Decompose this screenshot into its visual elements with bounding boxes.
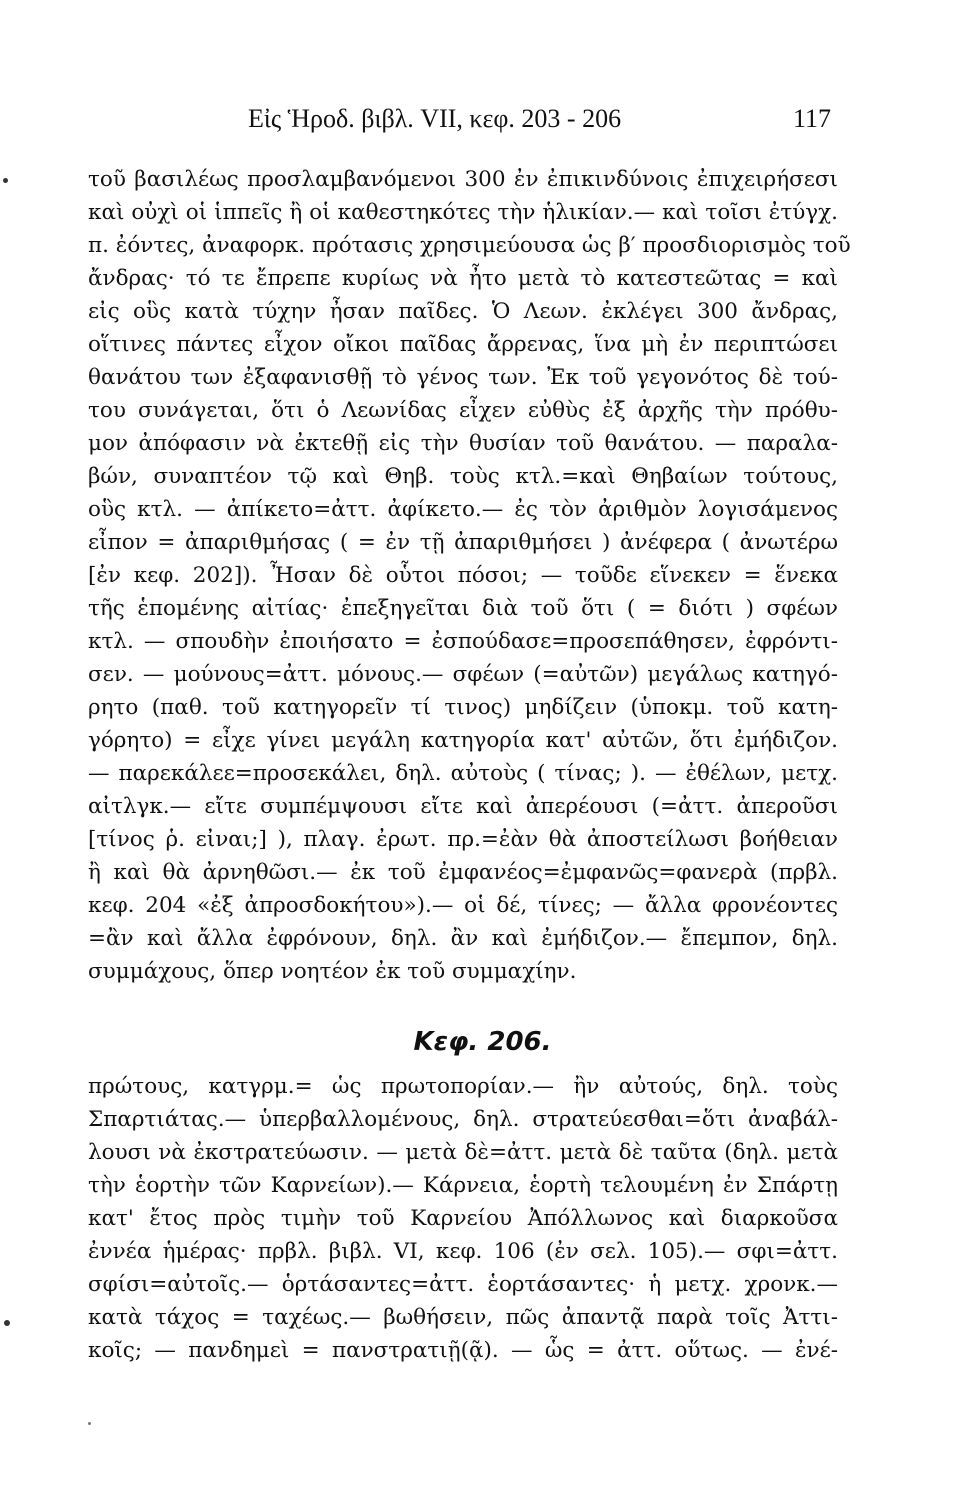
text-line: τῆς ἑπομένης αἰτίας· ἐπεξηγεῖται διὰ τοῦ ὅτι ( = διότι ) σφέων	[88, 596, 838, 621]
text-line: Σπαρτιάτας.— ὑπερβαλλομένους, δηλ. στρατεύεσθαι=ὅτι ἀναβάλ-	[88, 1107, 838, 1132]
ink-speck	[4, 1320, 10, 1326]
text-line: κοῖς; — πανδημεὶ = πανστρατιῇ(ᾷ). — ὧς = ἀττ. οὕτως. — ἐνέ-	[88, 1338, 838, 1363]
text-line: εἰς οὓς κατὰ τύχην ἦσαν παῖδες. Ὁ Λεων. ἐκλέγει 300 ἄνδρας,	[88, 299, 838, 324]
ink-speck	[3, 178, 8, 183]
text-line: γόρητο) = εἶχε γίνει μεγάλη κατηγορία κατ' αὐτῶν, ὅτι ἐμήδιζον.	[88, 728, 838, 753]
text-line: [ἐν κεφ. 202]). Ἦσαν δὲ οὗτοι πόσοι; — τοῦδε εἵνεκεν = ἕνεκα	[88, 563, 838, 588]
text-line: οὓς κτλ. — ἀπίκετο=ἀττ. ἀφίκετο.— ἐς τὸν ἀριθμὸν λογισάμενος	[88, 497, 838, 522]
text-line: [τίνος ῥ. εἰναι;] ), πλαγ. ἐρωτ. πρ.=ἐὰν θὰ ἀποστείλωσι βοήθειαν	[88, 827, 838, 852]
text-line: βών, συναπτέον τῷ καὶ Θηβ. τοὺς κτλ.=καὶ Θηβαίων τούτους,	[88, 464, 838, 489]
text-line: καὶ οὐχὶ οἱ ἱππεῖς ἢ οἱ καθεστηκότες τὴν ἡλικίαν.— καὶ τοῖσι ἐτύγχ.	[88, 200, 838, 225]
text-line: =ἂν καὶ ἄλλα ἐφρόνουν, δηλ. ἂν καὶ ἐμήδιζον.— ἔπεμπον, δηλ.	[88, 926, 838, 951]
text-line: λουσι νὰ ἐκστρατεύωσιν. — μετὰ δὲ=ἀττ. μετὰ δὲ ταῦτα (δηλ. μετὰ	[88, 1140, 838, 1165]
text-line: ἐννέα ἡμέρας· πρβλ. βιβλ. VI, κεφ. 106 (ἐν σελ. 105).— σφι=ἀττ.	[88, 1239, 838, 1264]
text-line: του συνάγεται, ὅτι ὁ Λεωνίδας εἶχεν εὐθὺς ἐξ ἀρχῆς τὴν πρόθυ-	[88, 398, 838, 423]
page-number: 117	[793, 104, 832, 133]
text-line: κτλ. — σπουδὴν ἐποιήσατο = ἐσπούδασε=προσεπάθησεν, ἐφρόντι-	[88, 629, 838, 654]
text-line: ρητο (παθ. τοῦ κατηγορεῖν τί τινος) μηδίζειν (ὑποκμ. τοῦ κατη-	[88, 695, 838, 720]
text-line: μον ἀπόφασιν νὰ ἐκτεθῇ εἰς τὴν θυσίαν τοῦ θανάτου. — παραλα-	[88, 431, 838, 456]
text-line: ἢ καὶ θὰ ἀρνηθῶσι.— ἐκ τοῦ ἐμφανέος=ἐμφανῶς=φανερὰ (πρβλ.	[88, 860, 838, 885]
running-title: Εἰς Ἡροδ. βιβλ. VII, κεφ. 203 - 206	[248, 104, 622, 133]
text-line: συμμάχους, ὅπερ νοητέον ἐκ τοῦ συμμαχίην.	[88, 959, 577, 984]
ink-speck	[88, 1422, 91, 1425]
text-line: αἰτλγκ.— εἴτε συμπέμψουσι εἴτε καὶ ἀπερέουσι (=ἀττ. ἀπεροῦσι	[88, 794, 838, 819]
text-line: πρώτους, κατγρμ.= ὡς πρωτοπορίαν.— ἢν αὐτούς, δηλ. τοὺς	[88, 1074, 838, 1099]
text-line: σεν. — μούνους=ἀττ. μόνους.— σφέων (=αὐτῶν) μεγάλως κατηγό-	[88, 662, 838, 687]
running-head	[248, 104, 848, 140]
text-line: τοῦ βασιλέως προσλαμβανόμενοι 300 ἐν ἐπικινδύνοις ἐπιχειρήσεσι	[88, 167, 838, 192]
text-line: π. ἐόντες, ἀναφορκ. πρότασις χρησιμεύουσα ὡς β′ προσδιορισμὸς τοῦ	[88, 233, 851, 258]
text-line: σφίσι=αὐτοῖς.— ὁρτάσαντες=ἀττ. ἑορτάσαντες· ἡ μετχ. χρονκ.—	[88, 1272, 838, 1297]
text-line: κεφ. 204 «ἐξ ἀπροσδοκήτου»).— οἱ δέ, τίνες; — ἄλλα φρονέοντες	[88, 893, 838, 918]
text-line: θανάτου των ἐξαφανισθῇ τὸ γένος των. Ἐκ τοῦ γεγονότος δὲ τού-	[88, 365, 838, 390]
text-line: ἄνδρας· τό τε ἔπρεπε κυρίως νὰ ἦτο μετὰ τὸ κατεστεῶτας = καὶ	[88, 266, 838, 291]
text-line: κατὰ τάχος = ταχέως.— βωθήσειν, πῶς ἀπαντᾷ παρὰ τοῖς Ἀττι-	[88, 1305, 838, 1330]
text-line: τὴν ἑορτὴν τῶν Καρνείων).— Κάρνεια, ἑορτὴ τελουμένη ἐν Σπάρτῃ	[88, 1173, 838, 1198]
text-line: — παρεκάλεε=προσεκάλει, δηλ. αὐτοὺς ( τίνας; ). — ἐθέλων, μετχ.	[88, 761, 838, 786]
text-line: κατ' ἔτος πρὸς τιμὴν τοῦ Καρνείου Ἀπόλλωνος καὶ διαρκοῦσα	[88, 1206, 838, 1231]
text-line: οἵτινες πάντες εἶχον οἴκοι παῖδας ἄρρενας, ἵνα μὴ ἐν περιπτώσει	[88, 332, 838, 357]
section-heading: Κεφ. 206.	[413, 1027, 552, 1057]
text-line: εἶπον = ἀπαριθμήσας ( = ἐν τῇ ἀπαριθμήσει ) ἀνέφερα ( ἀνωτέρω	[88, 530, 838, 555]
